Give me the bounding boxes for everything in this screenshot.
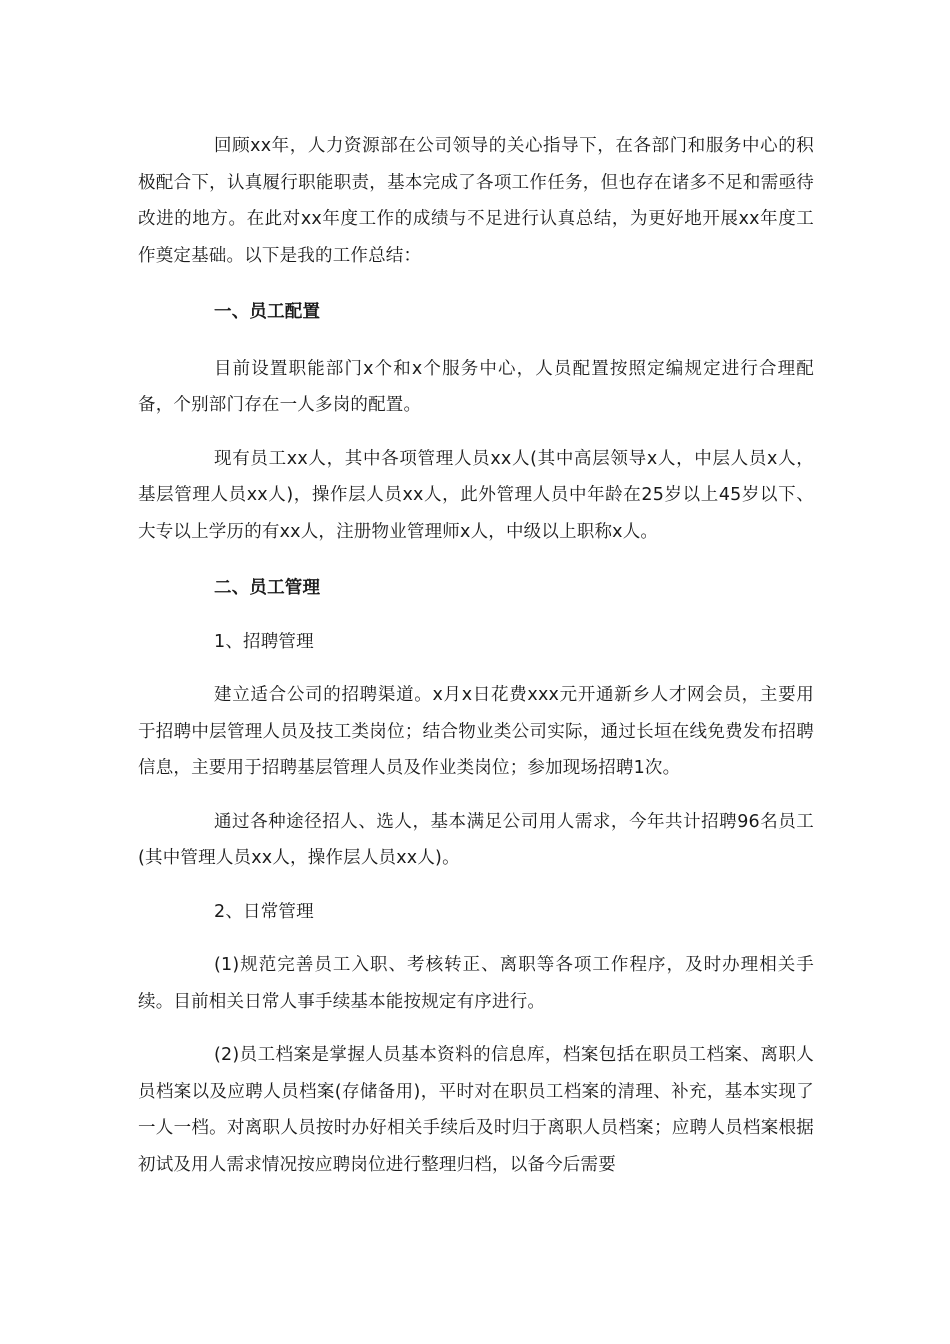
staffing-paragraph-2: 现有员工xx人，其中各项管理人员xx人(其中高层领导x人，中层人员x人，基层管理人员xx人)，操作层人员xx人，此外管理人员中年龄在25岁以上45岁以下、大专以上学历的有xx人，注册物业管理师x人，中级以上职称x人。 — [138, 448, 814, 542]
document-page — [138, 128, 814, 1183]
daily-management-paragraph-2: (2)员工档案是掌握人员基本资料的信息库，档案包括在职员工档案、离职人员档案以及应聘人员档案(存储备用)，平时对在职员工档案的清理、补充，基本实现了一人一档。对离职人员按时办好相关手续后及时归于离职人员档案；应聘人员档案根据初试及用人需求情况按应聘岗位进行整理归档，以备今后需要 — [138, 1045, 814, 1175]
recruitment-paragraph-2: 通过各种途径招人、选人，基本满足公司用人需求，今年共计招聘96名员工(其中管理人员xx人，操作层人员xx人)。 — [138, 811, 814, 868]
subheading-daily-management: 2、日常管理 — [214, 901, 314, 922]
subheading-recruitment: 1、招聘管理 — [214, 631, 314, 652]
recruitment-paragraph-1: 建立适合公司的招聘渠道。x月x日花费xxx元开通新乡人才网会员，主要用于招聘中层管理人员及技工类岗位；结合物业类公司实际，通过长垣在线免费发布招聘信息，主要用于招聘基层管理人员及作业类岗位；参加现场招聘1次。 — [138, 685, 814, 778]
section-heading-staffing: 一、员工配置 — [214, 302, 321, 322]
section-heading-management: 二、员工管理 — [214, 578, 321, 598]
intro-paragraph: 回顾xx年，人力资源部在公司领导的关心指导下，在各部门和服务中心的积极配合下，认真履行职能职责，基本完成了各项工作任务，但也存在诸多不足和需亟待改进的地方。在此对xx年度工作的成绩与不足进行认真总结，为更好地开展xx年度工作奠定基础。以下是我的工作总结： — [138, 136, 814, 266]
staffing-paragraph-1: 目前设置职能部门x个和x个服务中心，人员配置按照定编规定进行合理配备，个别部门存在一人多岗的配置。 — [138, 358, 814, 415]
daily-management-paragraph-1: (1)规范完善员工入职、考核转正、离职等各项工作程序，及时办理相关手续。目前相关日常人事手续基本能按规定有序进行。 — [138, 955, 814, 1012]
